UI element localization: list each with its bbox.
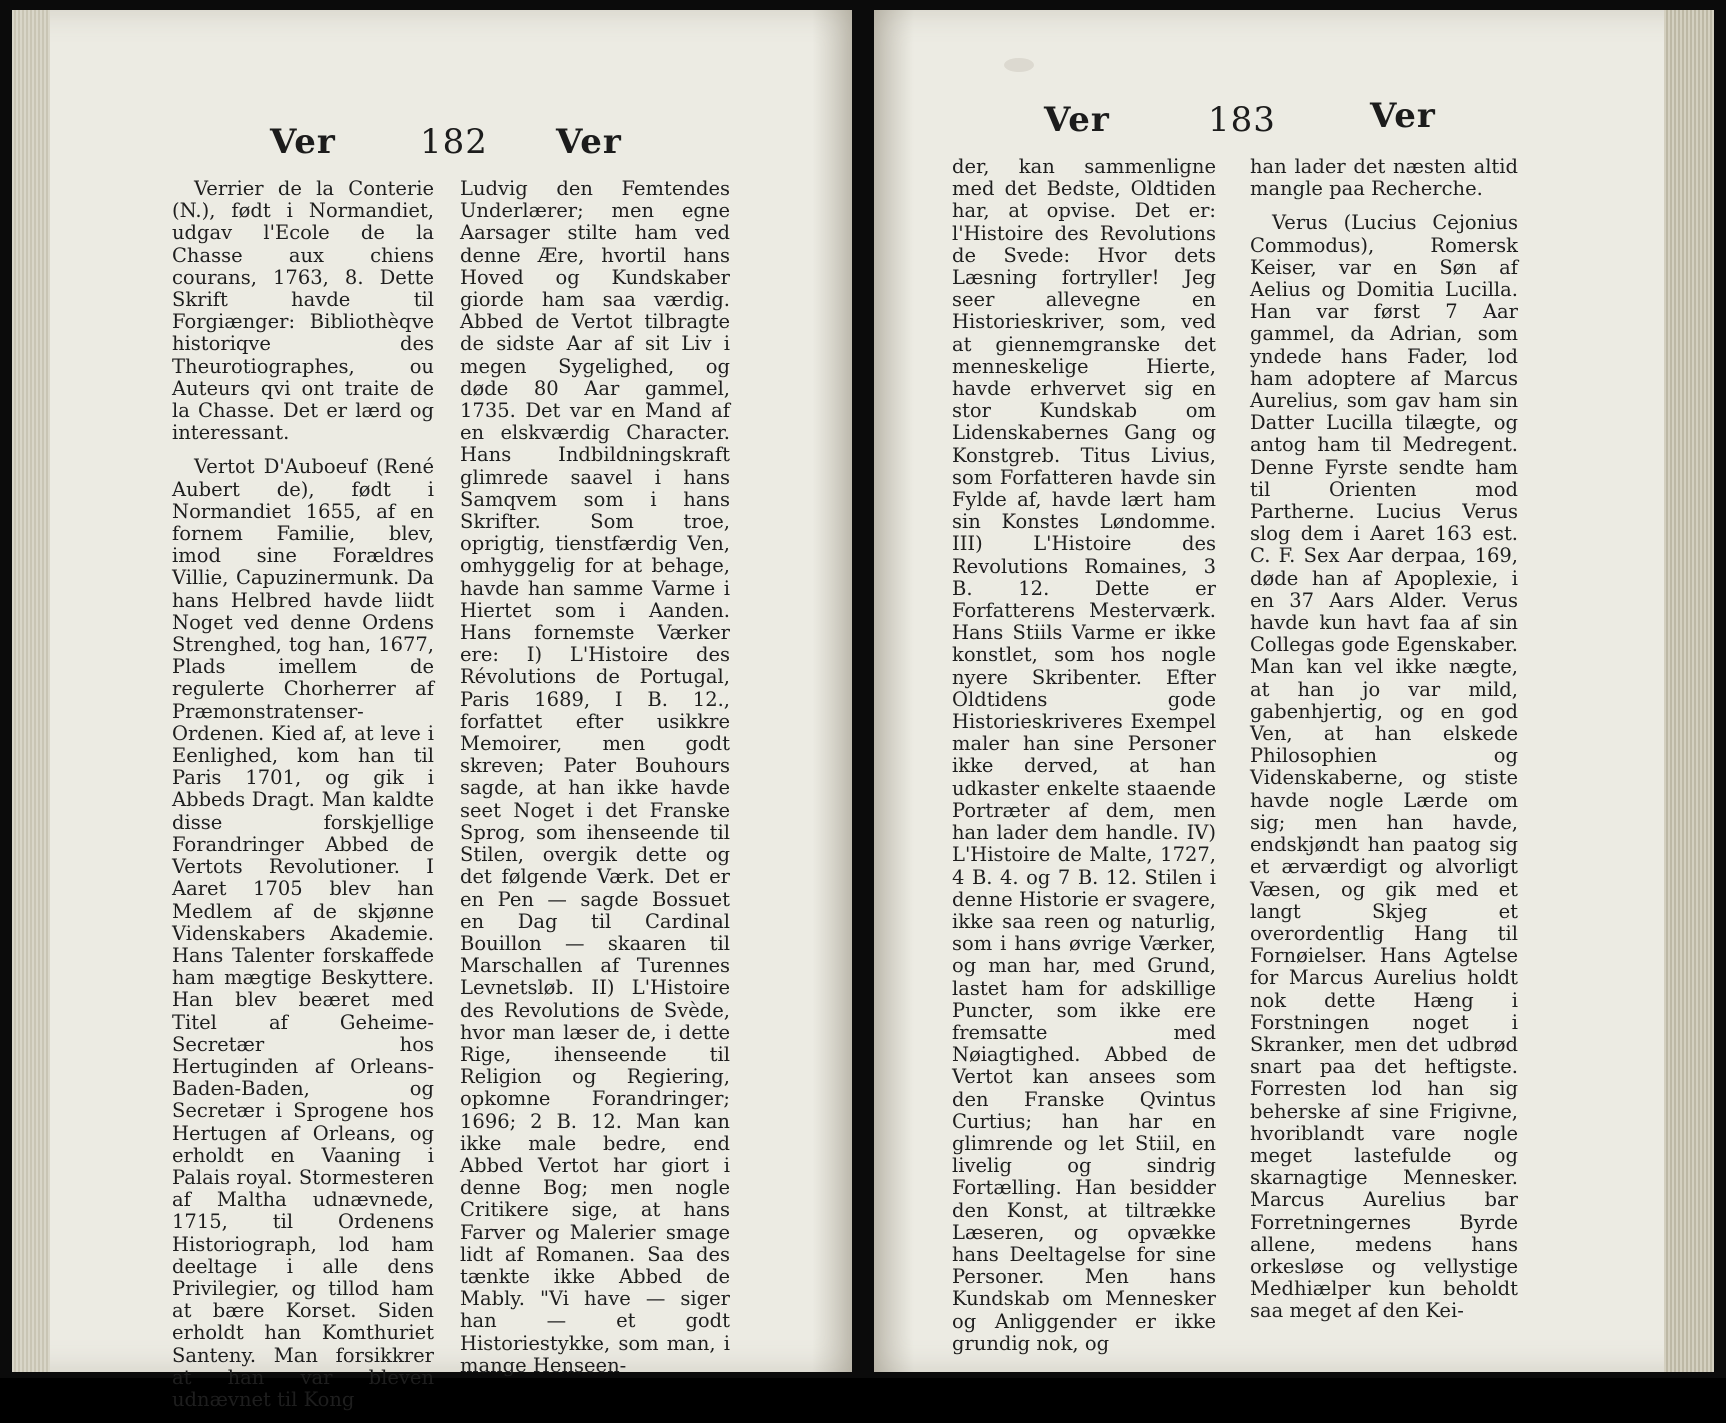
show-through-mark: [1004, 58, 1034, 72]
gutter-shadow: [812, 10, 852, 1372]
left-header-word-left: Ver: [270, 122, 336, 162]
entry-verrier: Verrier de la Conterie (N.), født i Normandiet, udgav l'Ecole de la Chasse aux chiens courans, 1763, 8. Dette Skrift havde til Forgiænger: Bibliothèqve historiqve des Theurotiographes, ou Auteurs qvi ont traite de la Chasse. Det er lærd og interessant.: [172, 177, 434, 445]
right-page: [874, 10, 1714, 1372]
gutter-shadow: [874, 10, 914, 1372]
left-header-word-right: Ver: [556, 122, 622, 162]
left-page-number: 182: [420, 122, 488, 162]
entry-vertot: Vertot D'Auboeuf (René Aubert de), født i Normandiet 1655, af en fornem Familie, blev, imod sine Forældres Villie, Capuzinermunk. Da hans Helbred havde liidt Noget ved denne Ordens Strenghed, tog han, 1677, Plads imellem de regulerte Chorherrer af Præmonstratenser-Ordenen. Kied af, at leve i Eenlighed, kom han til Paris 1701, og gik i Abbeds Dragt. Man kaldte disse forskjellige Forandringer Abbed de Vertots Revolutioner. I Aaret 1705 blev han Medlem af de skjønne Videnskabers Akademie. Hans Talenter forskaffede ham mægtige Beskyttere. Han blev beæret med Titel af Geheime-Secretær hos Hertuginden af Orleans-Baden-Baden, og Secretær i Sprogene hos Hertugen af Orleans, og erholdt en Vaaning i Palais royal. Stormesteren af Maltha udnævnede, 1715, til Ordenens Historiograph, lod ham deeltage i alle dens Privilegier, og tillod ham at bære Korset. Siden erholdt han Komthuriet Santeny. Man forsikkrer at han var bleven udnævnet til Kong: [172, 455, 434, 1411]
entry-vertot-continued-2: der, kan sammenligne med det Bedste, Oldtiden har, at opvise. Det er: l'Histoire des Revolutions de Svede: Hvor dets Læsning fortryller! Jeg seer allevegne en Historieskriver, som, ved at giennemgranske det menneskelige Hierte, havde erhvervet sig en stor Kundskab om Lidenskabernes Gang og Konstgreb. Titus Livius, som Forfatteren havde sin Fylde af, havde lært ham sin Konstes Løndomme. III) L'Histoire des Revolutions Romaines, 3 B. 12. Dette er Forfatterens Mesterværk. Hans Stiils Varme er ikke konstlet, som hos nogle nyere Skribenter. Efter Oldtidens gode Historieskriveres Exempel maler han sine Personer ikke derved, at han udkaster enkelte staaende Portræter af dem, men han lader dem handle. IV) L'Histoire de Malte, 1727, 4 B. 4. og 7 B. 12. Stilen i denne Historie er svagere, ikke saa reen og naturlig, som i hans øvrige Værker, og man har, med Grund, lastet ham for adskillige Puncter, som ikke ere fremsatte med Nøiagtighed. Abbed de Vertot kan ansees som den Franske Qvintus Curtius; han har en glimrende og let Stiil, en livelig og sindrig Fortælling. Han besidder den Konst, at tiltrække Læseren, og opvække hans Deeltagelse for sine Personer. Men hans Kundskab om Mennesker og Anliggender er ikke grundig nok, og: [952, 155, 1216, 1355]
right-header-word-left: Ver: [1044, 100, 1110, 140]
entry-vertot-continued: Ludvig den Femtendes Underlærer; men egne Aarsager stilte ham ved denne Ære, hvortil hans Hoved og Kundskaber giorde ham saa værdig. Abbed de Vertot tilbragte de sidste Aar af sit Liv i megen Sygelighed, og døde 80 Aar gammel, 1735. Det var en Mand af en elskværdig Character. Hans Indbildningskraft glimrede saavel i hans Samqvem som i hans Skrifter. Som troe, oprigtig, tienstfærdig Ven, omhyggelig for at behage, havde han samme Varme i Hiertet som i Aanden. Hans fornemste Værker ere: I) L'Histoire des Révolutions de Portugal, Paris 1689, I B. 12., forfattet efter usikkre Memoirer, men godt skreven; Pater Bouhours sagde, at han ikke havde seet Noget i det Franske Sprog, som ihenseende til Stilen, overgik dette og det følgende Værk. Det er en Pen — sagde Bossuet en Dag til Cardinal Bouillon — skaaren til Marschallen af Turennes Levnetsløb. II) L'Histoire des Revolutions de Svède, hvor man læser de, i dette Rige, ihenseende til Religion og Regiering, opkomne Forandringer; 1696; 2 B. 12. Man kan ikke male bedre, end Abbed Vertot har giort i denne Bog; men nogle Critikere sige, at hans Farver og Malerier smage lidt af Romanen. Saa des tænkte ikke Abbed de Mably. "Vi have — siger han — et godt Historiestykke, som man, i mange Henseen-: [460, 177, 730, 1377]
left-column-2: [460, 178, 730, 1389]
entry-vertot-end: han lader det næsten altid mangle paa Recherche.: [1250, 155, 1518, 201]
left-page: [12, 10, 852, 1411]
right-header-word-right: Ver: [1370, 96, 1436, 136]
left-column-1: [172, 178, 434, 1423]
entry-verus: Verus (Lucius Cejonius Commodus), Romersk Keiser, var en Søn af Aelius og Domitia Lucilla. Han var først 7 Aar gammel, da Adrian, som yndede hans Fader, lod ham adoptere af Marcus Aurelius, som gav ham sin Datter Lucilla tilægte, og antog ham til Medregent. Denne Fyrste sendte ham til Orienten mod Partherne. Lucius Verus slog dem i Aaret 163 est. C. F. Sex Aar derpaa, 169, døde han af Apoplexie, i en 37 Aars Alder. Verus havde kun havt faa af sin Collegas gode Egenskaber. Man kan vel ikke nægte, at han jo var mild, gabenhjertig, og en god Ven, at han elskede Philosophien og Videnskaberne, og stiste havde nogle Lærde om sig; men han havde, endskjøndt han paatog sig et ærværdigt og alvorligt Væsen, og gik med et langt Skjeg et overordentlig Hang til Fornøielser. Hans Agtelse for Marcus Aurelius holdt nok dette Hæng i Forstningen noget i Skranker, men det udbrød snart paa det heftigste. Forresten lod han sig beherske af sine Frigivne, hvoriblandt vare nogle meget lastefulde og skarnagtige Mennesker. Marcus Aurelius bar Forretningernes Byrde allene, medens hans orkesløse og vellystige Medhiælper kun beholdt saa meget af den Kei-: [1250, 211, 1518, 1323]
page-edge-left: [12, 10, 50, 1372]
right-column-2: [1250, 156, 1518, 1335]
page-edge-right: [1664, 10, 1714, 1372]
right-page-number: 183: [1208, 100, 1276, 140]
right-column-1: [952, 156, 1216, 1367]
